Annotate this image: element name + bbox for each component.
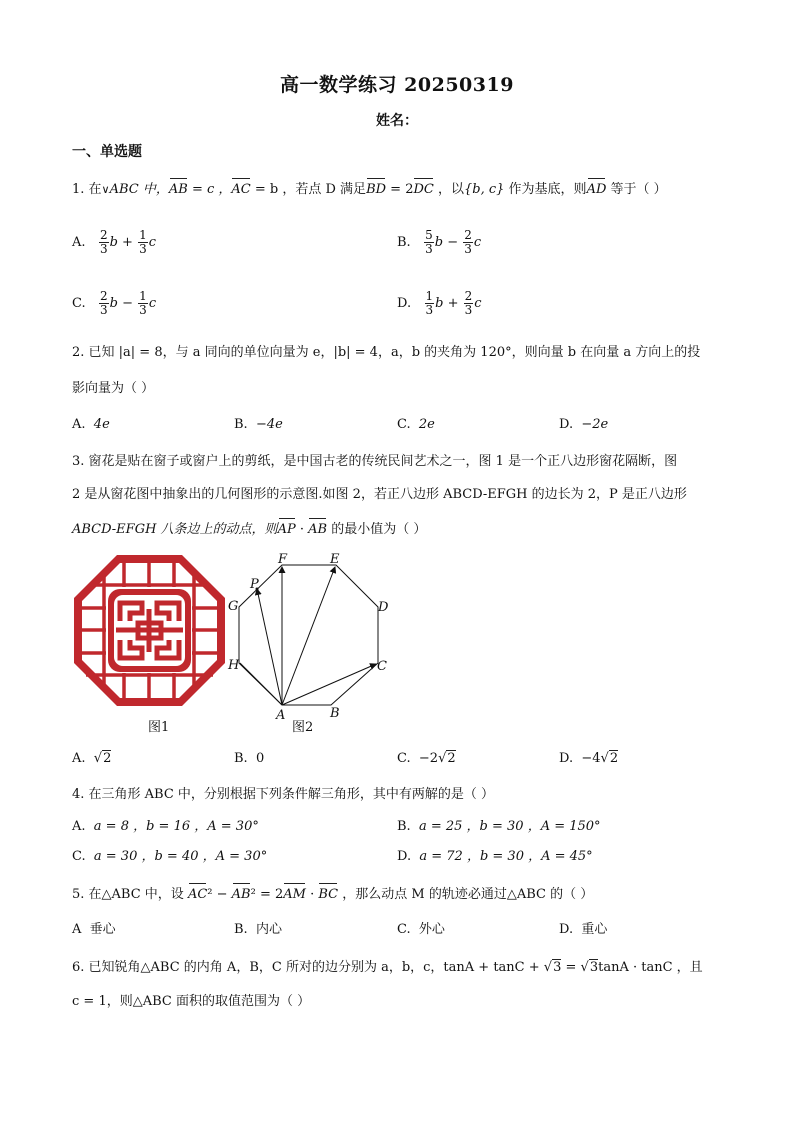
- q3-option-a[interactable]: A. √2: [72, 751, 112, 766]
- q1-option-c[interactable]: C. $\frac{2}{3}$ b − $\frac{1}{3}$ c: [72, 289, 157, 317]
- q5-option-c[interactable]: C. 外心: [397, 922, 445, 937]
- q1-option-a[interactable]: A. $\frac{2}{3}$ b + $\frac{1}{3}$ c: [72, 228, 156, 256]
- question-3-line-1: 3. 窗花是贴在窗子或窗户上的剪纸，是中国古老的传统民间艺术之一，图 1 是一个正八边形窗花隔断，图: [72, 454, 678, 469]
- question-5-stem: 5. 在△ABC 中，设 AC² − AB² = 2AM · BC ，那么动点 M 的轨迹必通过△ABC 的（ ）: [72, 887, 594, 902]
- vector-dc: DC: [413, 182, 434, 197]
- section-title: 一、单选题: [72, 144, 142, 160]
- octagon-diagram: [226, 553, 396, 723]
- q5-option-a[interactable]: A 垂心: [72, 922, 116, 937]
- vector-ap: AP: [277, 522, 296, 537]
- vertex-label-f: F: [278, 553, 288, 567]
- vector-ac: AC: [231, 182, 251, 197]
- q4-option-b[interactable]: B. a = 25 ，b = 30 ，A = 150°: [397, 819, 601, 834]
- vector-ab: AB: [168, 182, 188, 197]
- figure-2-caption: 图2: [292, 720, 314, 735]
- q4-option-c[interactable]: C. a = 30 ，b = 40 ，A = 30°: [72, 849, 268, 864]
- vector-bd: BD: [366, 182, 387, 197]
- vertex-label-h: H: [228, 658, 240, 673]
- vertex-label-c: C: [377, 659, 387, 674]
- vertex-label-e: E: [330, 553, 340, 567]
- page-title: 高一数学练习 20250319: [280, 74, 514, 96]
- question-2-line-2: 影向量为（ ）: [72, 381, 155, 396]
- vector-ad: AD: [586, 182, 607, 197]
- question-3-line-3: ABCD-EFGH 八条边上的动点，则AP · AB 的最小值为（ ）: [72, 522, 427, 537]
- question-2-line-1: 2. 已知 |a| = 8，与 a 同向的单位向量为 e，|b| = 4，a，b 的夹角为 120°，则向量 b 在向量 a 方向上的投: [72, 345, 701, 360]
- q5-option-d[interactable]: D. 重心: [559, 922, 608, 937]
- q2-option-d[interactable]: D. −2e: [559, 417, 609, 432]
- vector-ac-drawn: [282, 664, 376, 705]
- question-6-line-2: c = 1，则△ABC 面积的取值范围为（ ）: [72, 994, 311, 1009]
- vertex-label-g: G: [228, 599, 239, 614]
- vector-ap-drawn: [257, 589, 282, 705]
- q3-option-c[interactable]: C. −2√2: [397, 751, 456, 766]
- vertex-label-b: B: [330, 706, 340, 721]
- question-6-line-1: 6. 已知锐角△ABC 的内角 A，B，C 所对的边分别为 a，b，c，tanA + tanC + √3 = √3tanA · tanC ，且: [72, 960, 703, 975]
- q2-option-a[interactable]: A. 4e: [72, 417, 110, 432]
- figure-1-caption: 图1: [148, 720, 170, 735]
- vector-ab-q3: AB: [308, 522, 328, 537]
- q2-option-b[interactable]: B. −4e: [234, 417, 283, 432]
- q1-option-b[interactable]: B. $\frac{5}{3}$ b − $\frac{2}{3}$ c: [397, 228, 482, 256]
- q1-option-d[interactable]: D. $\frac{1}{3}$ b + $\frac{2}{3}$ c: [397, 289, 482, 317]
- question-4-stem: 4. 在三角形 ABC 中，分别根据下列条件解三角形，其中有两解的是（ ）: [72, 787, 495, 802]
- vertex-label-d: D: [378, 600, 389, 615]
- q3-option-d[interactable]: D. −4√2: [559, 751, 619, 766]
- question-1-stem: 1. 在∨ABC 中，AB = c ，AC = b ，若点 D 满足BD = 2DC ，以{b, c} 作为基底，则AD 等于（ ）: [72, 182, 667, 197]
- window-flower-figure: [72, 553, 227, 708]
- question-3-line-2: 2 是从窗花图中抽象出的几何图形的示意图.如图 2，若正八边形 ABCD-EFGH 的边长为 2，P 是正八边形: [72, 487, 687, 502]
- q5-option-b[interactable]: B. 内心: [234, 922, 282, 937]
- q4-option-d[interactable]: D. a = 72 ，b = 30 ，A = 45°: [397, 849, 593, 864]
- q3-option-b[interactable]: B. 0: [234, 751, 265, 766]
- name-label: 姓名：: [376, 113, 418, 129]
- segment-ah: [240, 663, 282, 705]
- vertex-label-a: A: [276, 708, 286, 723]
- vector-ae: [282, 567, 335, 705]
- vertex-label-p: P: [250, 577, 259, 592]
- q2-option-c[interactable]: C. 2e: [397, 417, 435, 432]
- q4-option-a[interactable]: A. a = 8 ，b = 16 ，A = 30°: [72, 819, 259, 834]
